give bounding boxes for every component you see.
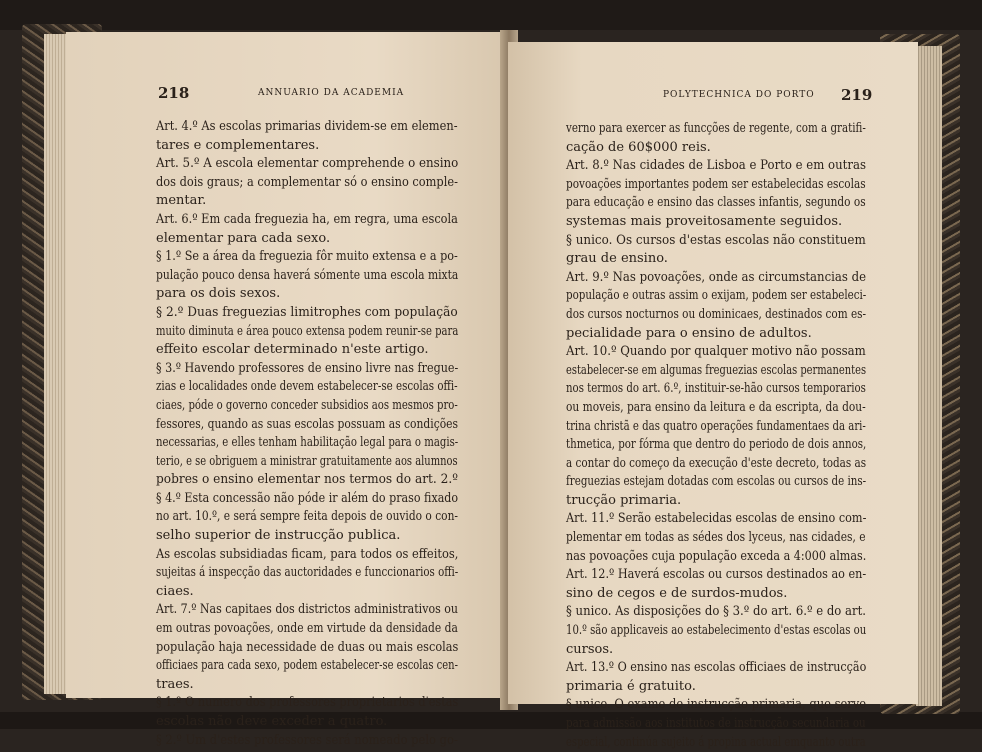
text-line: Art. 7.º Nas capitaes dos districtos administrativos ou: [156, 602, 458, 618]
text-line: verno para exercer as funcções de regente, com a gratifi-: [566, 121, 866, 136]
text-line: traes.: [156, 676, 194, 692]
text-line: nos termos do art. 6.º, instituir-se-hão cursos temporarios: [566, 381, 866, 397]
text-line: systemas mais proveitosamente seguidos.: [566, 213, 843, 229]
left-body-text: [156, 118, 551, 750]
text-line: em outras povoações, onde em virtude da densidade da: [156, 621, 458, 637]
text-line: § 3.º Havendo professores de ensino livre nas fregue-: [156, 360, 459, 376]
text-line: escolas não deve exceder a quatro.: [156, 714, 388, 729]
text-line: Art. 10.º Quando por qualquer motivo não possam: [566, 344, 866, 360]
text-line: plementar em todas as sédes dos lyceus, nas cidades, e: [566, 530, 866, 546]
text-line: ciaes, póde o governo conceder subsidios aos mesmos pro-: [156, 397, 458, 413]
text-line: para educação e ensino das classes infantis, segundo os: [566, 195, 866, 211]
text-line: muito diminuta e área pouco extensa podem reunir-se para: [156, 323, 459, 339]
text-line: pobres o ensino elementar nos termos do art. 2.º: [156, 472, 458, 488]
left-running-head: ANNUARIO DA ACADEMIA: [258, 88, 405, 98]
text-line: tares e complementares.: [156, 137, 320, 153]
text-line: Art. 12.º Haverá escolas ou cursos destinados ao en-: [566, 567, 867, 583]
text-line: Art. 13.º O ensino nas escolas officiaes de instrucção: [566, 660, 867, 676]
text-line: trina christã e das quatro operações fundamentaes da ari-: [566, 418, 866, 434]
text-line: trucção primaria.: [566, 492, 682, 508]
text-line: para os dois sexos.: [156, 286, 281, 302]
text-line: necessarias, e elles tenham habilitação legal para o magis-: [156, 435, 459, 451]
text-line: § 4.º Esta concessão não póde ir além do praso fixado: [156, 490, 459, 506]
text-line: elementar para cada sexo.: [156, 230, 331, 246]
text-line: § 2.º Duas freguezias limitrophes com população: [156, 304, 458, 320]
text-line: freguezias estejam dotadas com escolas ou cursos de ins-: [566, 474, 867, 490]
right-running-head: POLYTECHNICA DO PORTO: [663, 90, 815, 100]
text-line: população e outras assim o exijam, podem ser estabeleci-: [566, 288, 867, 304]
text-line: § 2.º Um d'estes professores será nomeado pelo go-: [156, 732, 458, 748]
text-line: dos dois graus; a complementar só o ensino comple-: [156, 174, 458, 190]
text-line: ciaes.: [156, 583, 194, 599]
text-line: As escolas subsidiadas ficam, para todos os effeitos,: [156, 546, 459, 562]
text-line: Art. 4.º As escolas primarias dividem-se em elemen-: [156, 119, 458, 134]
text-line: zias e localidades onde devem estabelecer-se escolas offi-: [156, 379, 458, 395]
right-body-text: [566, 120, 960, 752]
text-line: sino de cegos e de surdos-mudos.: [566, 585, 788, 601]
text-line: cursos.: [566, 641, 614, 657]
text-line: § unico. Os cursos d'estas escolas não constituem: [566, 232, 866, 248]
background-top: [0, 0, 982, 30]
left-page: [66, 32, 508, 748]
text-line: povoações importantes podem ser estabelecidas escolas: [566, 176, 866, 192]
text-line: § unico. As disposições do § 3.º do art. 6.º e do art.: [566, 604, 866, 620]
text-line: nas povoações cuja população exceda a 4:000 almas.: [566, 548, 867, 564]
text-line: pecialidade para o ensino de adultos.: [566, 325, 812, 341]
text-line: no art. 10.º, e será sempre feita depois de ouvido o con-: [156, 509, 459, 525]
text-line: Art. 11.º Serão estabelecidas escolas de ensino com-: [566, 511, 867, 527]
text-line: para admissão aos institutos de instrucção secundaria ou: [566, 716, 866, 731]
text-line: § 1.º O numero dos professores proprietarios d'estas: [156, 695, 459, 711]
text-line: selho superior de instrucção publica.: [156, 528, 401, 544]
text-line: § 1.º Se a área da freguezia fôr muito extensa e a po-: [156, 249, 458, 265]
text-line: fessores, quando as suas escolas possuam as condições: [156, 416, 459, 432]
text-line: população haja necessidade de duas ou mais escolas: [156, 639, 459, 655]
right-page: [508, 42, 918, 750]
text-line: terio, e se obriguem a ministrar gratuitamente aos alumnos: [156, 453, 458, 469]
text-line: pulação pouco densa haverá sómente uma escola mixta: [156, 267, 459, 283]
left-page-number: 218: [158, 84, 190, 102]
text-line: grau de ensino.: [566, 251, 668, 267]
text-line: Art. 8.º Nas cidades de Lisboa e Porto e em outras: [566, 158, 866, 174]
text-line: officiaes para cada sexo, podem estabelecer-se escolas cen-: [156, 658, 458, 674]
text-line: ou moveis, para ensino da leitura e da escripta, da dou-: [566, 399, 866, 415]
text-line: Art. 5.º A escola elementar comprehende o ensino: [156, 156, 459, 172]
right-page-number: 219: [841, 86, 873, 104]
text-line: sujeitas á inspecção das auctoridades e funccionarios offi-: [156, 565, 459, 581]
text-line: Art. 6.º Em cada freguezia ha, em regra, uma escola: [156, 211, 458, 227]
text-line: mentar.: [156, 193, 207, 209]
text-line: cação de 60$000 reis.: [566, 139, 711, 155]
text-line: effeito escolar determinado n'este artigo.: [156, 342, 429, 358]
text-line: Art. 9.º Nas povoações, onde as circumstancias de: [566, 269, 867, 285]
text-line: 10.º são applicaveis ao estabelecimento d'estas escolas ou: [566, 623, 867, 639]
text-line: estabelecer-se em algumas freguezias escolas permanentes: [566, 362, 867, 378]
text-line: especial, continúa sujeito á propina actual emquanto outra: [566, 734, 866, 750]
text-line: a contar do começo da execução d'este decreto, todas as: [566, 455, 867, 471]
text-line: dos cursos nocturnos ou dominicaes, destinados com es-: [566, 306, 867, 322]
text-line: § unico. O exame de instrucção primaria, que serve: [566, 697, 867, 713]
text-line: thmetica, por fórma que dentro do periodo de dois annos,: [566, 437, 867, 453]
text-line: primaria é gratuito.: [566, 678, 696, 694]
